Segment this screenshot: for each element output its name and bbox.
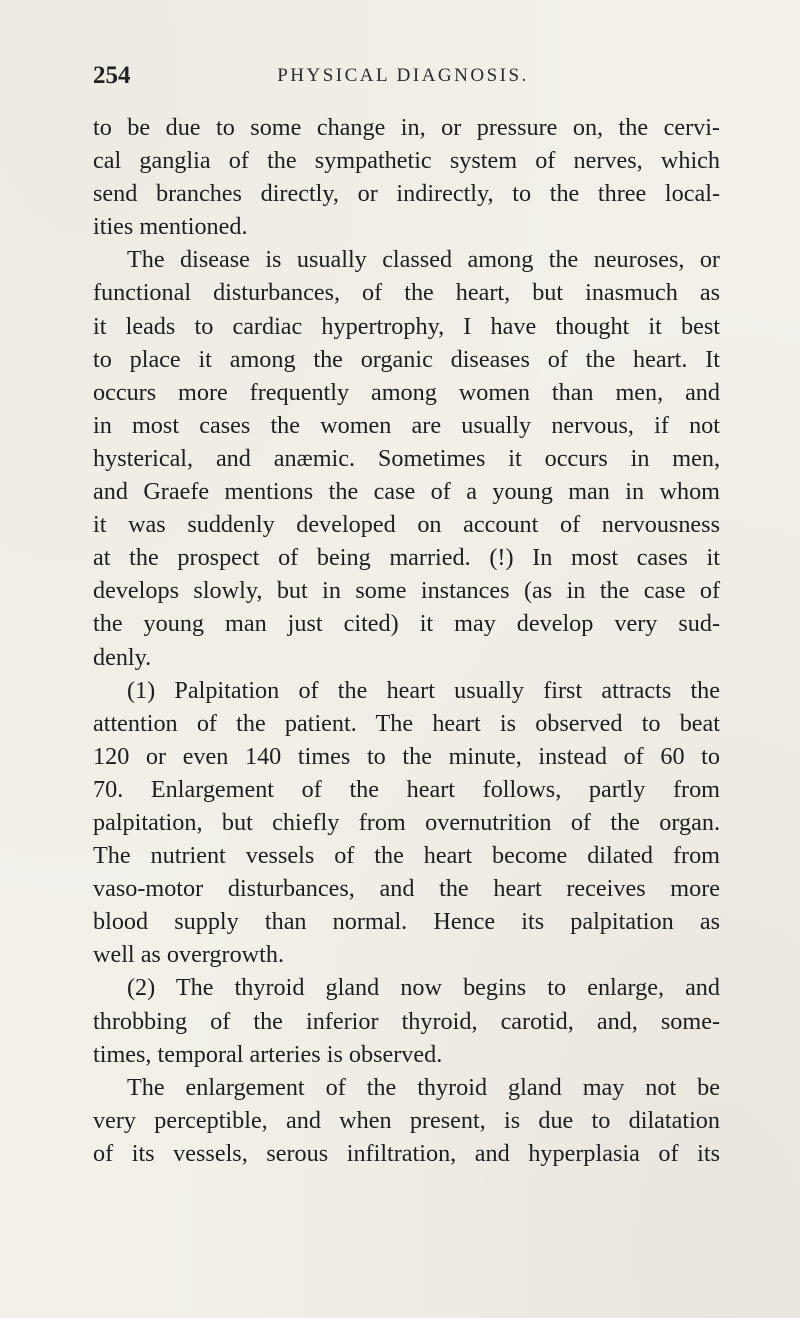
text-line: ities mentioned. <box>93 213 248 241</box>
text-line: it was suddenly developed on account of nervousness <box>93 511 720 539</box>
text-line: at the prospect of being married. (!) In most cases it <box>93 544 720 572</box>
text-line: palpitation, but chiefly from overnutrition of the organ. <box>93 808 720 836</box>
text-line: to place it among the organic diseases of the heart. It <box>93 345 720 373</box>
body-text <box>93 111 720 1170</box>
text-line: 120 or even 140 times to the minute, instead of 60 to <box>93 742 720 770</box>
text-line: and Graefe mentions the case of a young man in whom <box>93 478 720 506</box>
text-line: The disease is usually classed among the neuroses, or <box>127 246 720 274</box>
text-line: (2) The thyroid gland now begins to enlarge, and <box>127 974 720 1002</box>
page-number: 254 <box>93 62 131 89</box>
text-line: well as overgrowth. <box>93 941 284 969</box>
text-line: to be due to some change in, or pressure on, the cervi- <box>93 114 720 141</box>
text-line: it leads to cardiac hypertrophy, I have thought it best <box>93 312 720 340</box>
text-line: blood supply than normal. Hence its palpitation as <box>93 908 720 936</box>
text-line: cal ganglia of the sympathetic system of nerves, which <box>93 147 720 175</box>
text-line: The nutrient vessels of the heart become dilated from <box>93 842 720 870</box>
text-line: The enlargement of the thyroid gland may not be <box>127 1073 720 1101</box>
text-line: attention of the patient. The heart is observed to beat <box>93 709 720 737</box>
text-line: hysterical, and anæmic. Sometimes it occurs in men, <box>93 444 720 472</box>
text-line: develops slowly, but in some instances (as in the case of <box>93 577 720 605</box>
text-line: 70. Enlargement of the heart follows, partly from <box>93 775 720 803</box>
text-line: of its vessels, serous infiltration, and hyperplasia of its <box>93 1139 720 1167</box>
text-line: vaso-motor disturbances, and the heart receives more <box>93 875 720 903</box>
text-line: send branches directly, or indirectly, to the three local- <box>93 180 720 208</box>
running-head: PHYSICAL DIAGNOSIS. <box>277 65 529 86</box>
text-line: functional disturbances, of the heart, but inasmuch as <box>93 279 720 307</box>
text-line: throbbing of the inferior thyroid, carotid, and, some- <box>93 1007 720 1035</box>
text-line: very perceptible, and when present, is due to dilatation <box>93 1106 720 1134</box>
text-line: denly. <box>93 643 152 671</box>
page-header <box>93 54 713 94</box>
text-line: times, temporal arteries is observed. <box>93 1040 443 1068</box>
text-line: the young man just cited) it may develop very sud- <box>93 610 720 638</box>
text-line: (1) Palpitation of the heart usually first attracts the <box>127 676 720 704</box>
text-line: in most cases the women are usually nervous, if not <box>93 411 720 439</box>
text-line: occurs more frequently among women than men, and <box>93 378 720 406</box>
